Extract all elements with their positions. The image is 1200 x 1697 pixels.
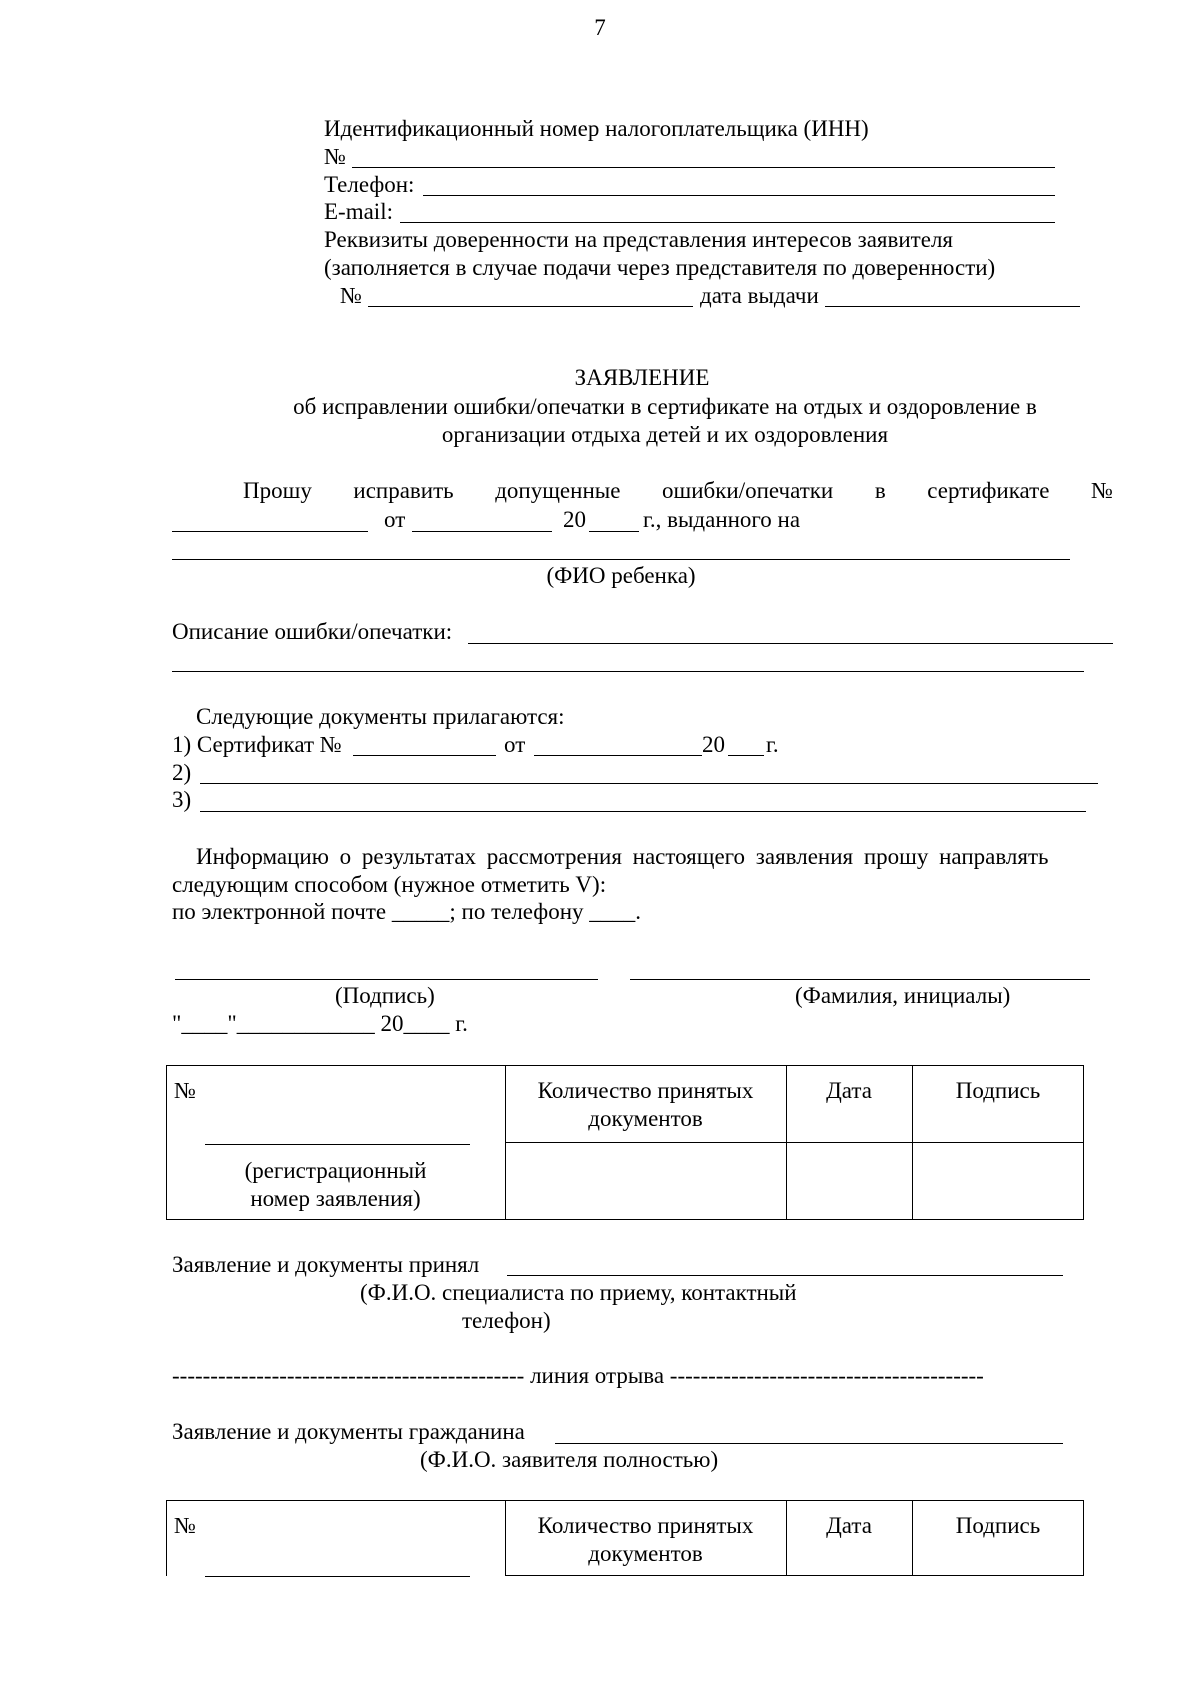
notification-line-3: по электронной почте _____; по телефону ____. [172, 899, 642, 924]
attachment-1-suffix: г. [766, 732, 779, 757]
table2-reg-number-field[interactable] [205, 1576, 470, 1577]
document-subtitle-2: организации отдыха детей и их оздоровления [441, 422, 889, 447]
accepted-caption-2: телефон) [462, 1308, 551, 1333]
attachment-2-label: 2) [172, 760, 192, 785]
citizen-caption: (Ф.И.О. заявителя полностью) [420, 1447, 719, 1472]
request-line [243, 477, 1113, 505]
page-number: 7 [594, 15, 606, 40]
notification-text-1: Информацию о результатах рассмотрения настоящего заявления прошу направлять [196, 844, 1049, 869]
attachment-1-year: 20 [702, 732, 725, 757]
full-name-field[interactable] [630, 979, 1090, 980]
table2-col-date: Дата [826, 1513, 872, 1538]
table1-row-divider [505, 1142, 1084, 1143]
signature-caption: (Подпись) [335, 983, 435, 1008]
attachments-intro: Следующие документы прилагаются: [196, 704, 565, 729]
email-field[interactable] [400, 222, 1055, 223]
notification-line-1 [196, 843, 1118, 871]
table1-reg-caption-2: номер заявления) [250, 1186, 421, 1211]
table1-col-count-1: Количество принятых [537, 1078, 754, 1103]
table1-reg-caption-1: (регистрационный [244, 1158, 427, 1183]
request-word: в [874, 478, 886, 503]
child-name-field[interactable] [172, 559, 1070, 560]
table1-number-sign: № [174, 1078, 196, 1103]
table2-left-border [166, 1500, 167, 1576]
table2-col-count-2: документов [588, 1541, 703, 1566]
request-from-label: от [384, 507, 406, 532]
table2-number-sign: № [174, 1513, 196, 1538]
error-description-label: Описание ошибки/опечатки: [172, 619, 453, 644]
table2-col-count-1: Количество принятых [537, 1513, 754, 1538]
inn-label: Идентификационный номер налогоплательщика (ИНН) [324, 116, 869, 141]
certificate-date-field[interactable] [412, 531, 552, 532]
table1-col-signature: Подпись [955, 1078, 1041, 1103]
request-issued-suffix: г., выданного на [643, 507, 801, 532]
table1-reg-number-field[interactable] [205, 1144, 470, 1145]
request-word: допущенные [495, 478, 621, 503]
attachment-3-field[interactable] [200, 811, 1086, 812]
tear-line: ---------------------------------------------- линия отрыва ----------------------------------------- [172, 1363, 984, 1388]
proxy-number-field[interactable] [368, 306, 693, 307]
email-label: E-mail: [324, 199, 393, 224]
table2-top-border [166, 1500, 1084, 1501]
error-description-field[interactable] [468, 643, 1113, 644]
request-word: исправить [353, 478, 454, 503]
request-word: ошибки/опечатки [661, 478, 834, 503]
name-caption: (Фамилия, инициалы) [795, 983, 1011, 1008]
request-year-prefix: 20 [563, 507, 586, 532]
table1-col-date: Дата [826, 1078, 872, 1103]
request-word: Прошу [243, 478, 312, 503]
issue-date-label: дата выдачи [700, 283, 819, 308]
issue-date-field[interactable] [825, 306, 1080, 307]
attachment-1-number-field[interactable] [353, 755, 496, 756]
accepted-label: Заявление и документы принял [172, 1252, 480, 1277]
document-title: ЗАЯВЛЕНИЕ [574, 365, 710, 390]
certificate-year-field[interactable] [589, 531, 639, 532]
notification-line-2: следующим способом (нужное отметить V): [172, 872, 607, 897]
inn-field[interactable] [352, 167, 1055, 168]
proxy-number-sign: № [340, 283, 362, 308]
table2-col-signature: Подпись [955, 1513, 1041, 1538]
attachment-1-label: 1) Сертификат № [172, 732, 342, 757]
proxy-note: (заполняется в случае подачи через представителя по доверенности) [324, 255, 996, 280]
request-word: № [1090, 478, 1113, 503]
attachment-2-field[interactable] [200, 783, 1098, 784]
certificate-number-field[interactable] [172, 531, 368, 532]
citizen-label: Заявление и документы гражданина [172, 1419, 525, 1444]
attachment-1-from: от [504, 732, 526, 757]
inn-number-sign: № [324, 144, 346, 169]
attachment-1-year-field[interactable] [728, 755, 764, 756]
proxy-title: Реквизиты доверенности на представления интересов заявителя [324, 227, 953, 252]
phone-label: Телефон: [324, 172, 415, 197]
request-word: сертификате [927, 478, 1050, 503]
document-subtitle-1: об исправлении ошибки/опечатки в сертификате на отдых и оздоровление в [293, 394, 1037, 419]
error-description-field-2[interactable] [172, 671, 1084, 672]
citizen-name-field[interactable] [555, 1443, 1063, 1444]
accepted-by-field[interactable] [507, 1275, 1063, 1276]
attachment-3-label: 3) [172, 787, 192, 812]
signature-date-line: "____"____________ 20____ г. [172, 1011, 468, 1036]
signature-field[interactable] [175, 979, 598, 980]
child-name-caption: (ФИО ребенка) [546, 563, 696, 588]
attachment-1-date-field[interactable] [534, 755, 702, 756]
table1-col-count-2: документов [588, 1106, 703, 1131]
table2-row-divider [505, 1575, 1084, 1576]
accepted-caption-1: (Ф.И.О. специалиста по приему, контактный [360, 1280, 797, 1305]
phone-field[interactable] [423, 195, 1055, 196]
